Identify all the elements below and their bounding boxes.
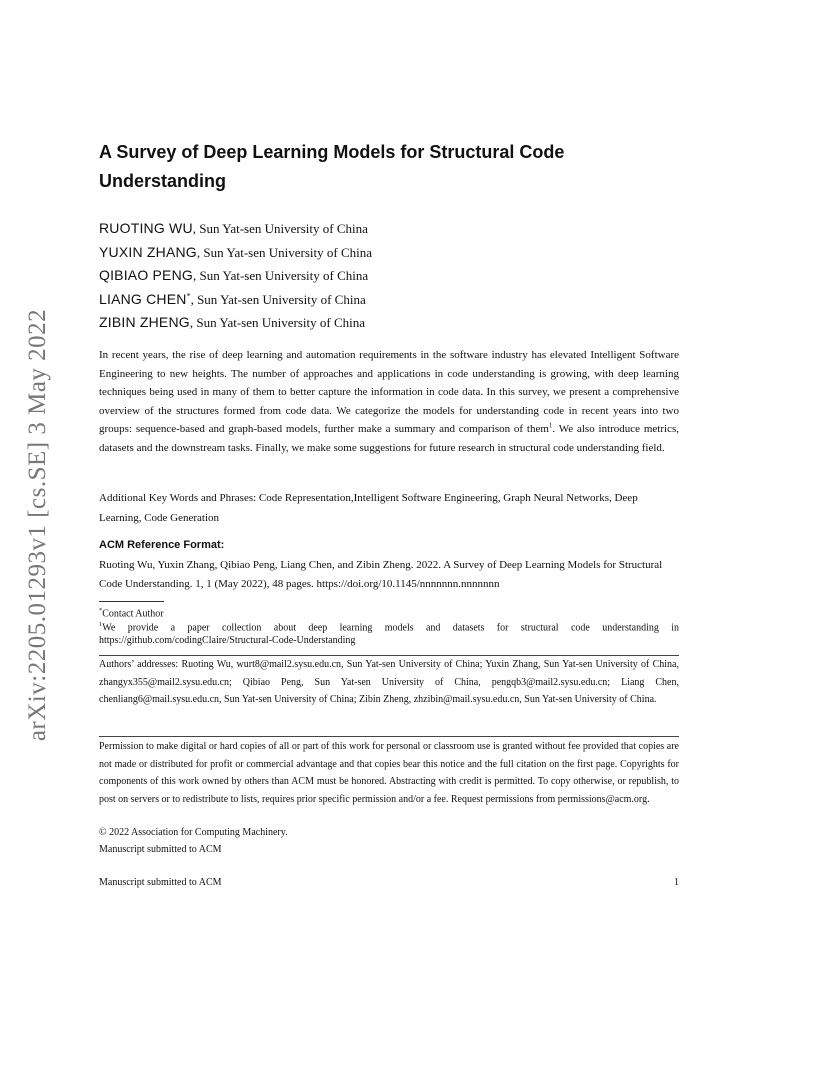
page-number: 1 [674,877,679,888]
permission-notice: Permission to make digital or hard copies of all or part of this work for personal or classroom use is granted without fee provided that copies are not made or distributed for profit or commercial advantage and that copies bear this notice and the full citation on the first page. Copyrights for components of this work owned by others than ACM must be honored. Abstracting with credit is permitted. To copy otherwise, or republish, to post on servers or to redistribute to lists, requires prior specific permission and/or a fee. Request permissions from permissions@acm.org. [99,741,679,805]
footer-left: Manuscript submitted to ACM [99,877,222,888]
author-line [99,314,679,338]
copyright: © 2022 Association for Computing Machinery. [99,827,288,838]
abstract [99,346,679,458]
arxiv-stamp [20,290,56,760]
keywords: Additional Key Words and Phrases: Code Representation,Intelligent Software Engineering, Graph Neural Networks, Deep Learning, Code Generation [99,492,638,524]
author-list [99,220,679,338]
author-name: RUOTING WU [99,220,193,236]
arxiv-stamp-text: arXiv:2205.01293v1 [cs.SE] 3 May 2022 [24,308,51,742]
paper-title: A Survey of Deep Learning Models for Structural Code Understanding [99,142,565,191]
author-mark: * [186,291,191,301]
abstract-text: . We also introduce metrics, datasets and the downstream tasks. Finally, we make some suggestions for future research in structural code understanding field. [99,423,679,454]
footnote-text: Contact Author [102,608,164,620]
author-addresses: Authors’ addresses: Ruoting Wu, wurt8@mail2.sysu.edu.cn, Sun Yat-sen University of China; Yuxin Zhang, Sun Yat-sen University of China, zhangyx355@mail2.sysu.edu.cn; Qibiao Peng, Sun Yat-sen University of China, pengqb3@mail2.sysu.edu.cn; Liang Chen, chenliang6@mail.sysu.edu.cn, Sun Yat-sen University of China; Zibin Zheng, zhzibin@mail.sysu.edu.cn, Sun Yat-sen University of China. [99,659,679,706]
footnote-mark: * [99,607,103,614]
acm-reference-heading: ACM Reference Format: [99,539,225,551]
footnote-mark: 1 [99,621,103,628]
author-affiliation: , Sun Yat-sen University of China [189,315,366,330]
author-name: YUXIN ZHANG [99,243,197,260]
author-line [99,220,679,244]
author-affiliation: , Sun Yat-sen University of China [192,221,368,236]
author-name: QIBIAO PENG [99,267,193,283]
manuscript-note: Manuscript submitted to ACM [99,844,222,855]
author-line [99,267,679,291]
author-name: LIANG CHEN [99,290,187,307]
author-affiliation: , Sun Yat-sen University of China [190,291,366,307]
author-affiliation: , Sun Yat-sen University of China [193,268,369,283]
author-affiliation: , Sun Yat-sen University of China [196,244,373,260]
footnote-divider [99,601,164,602]
footnote [99,618,679,647]
acm-reference-text: Ruoting Wu, Yuxin Zhang, Qibiao Peng, Liang Chen, and Zibin Zheng. 2022. A Survey of Deep Learning Models for Structural Code Understanding. 1, 1 (May 2022), 48 pages. https://doi.org/10.1145/nnnnnnn.nnnnnnn [99,559,663,590]
divider [99,736,679,737]
abstract-text: In recent years, the rise of deep learning and automation requirements in the software industry has elevated Intelligent Software Engineering to new heights. The number of approaches and applications in code understanding is growing, with deep learning techniques being used in many of them to better capture the information in code data. In this survey, we present a comprehensive overview of the structures formed from code data. We categorize the models for understanding code in recent years into two groups: sequence-based and graph-based models, further make a summary and comparison of them [99,349,679,436]
author-line [99,291,679,315]
footnote-ref: 1 [548,421,553,430]
author-line [99,244,679,268]
author-name: ZIBIN ZHENG [99,314,190,330]
footnote-text: We provide a paper collection about deep learning models and datasets for structural code understanding in https://github.com/codingClaire/Structural-Code-Understanding [99,622,679,647]
